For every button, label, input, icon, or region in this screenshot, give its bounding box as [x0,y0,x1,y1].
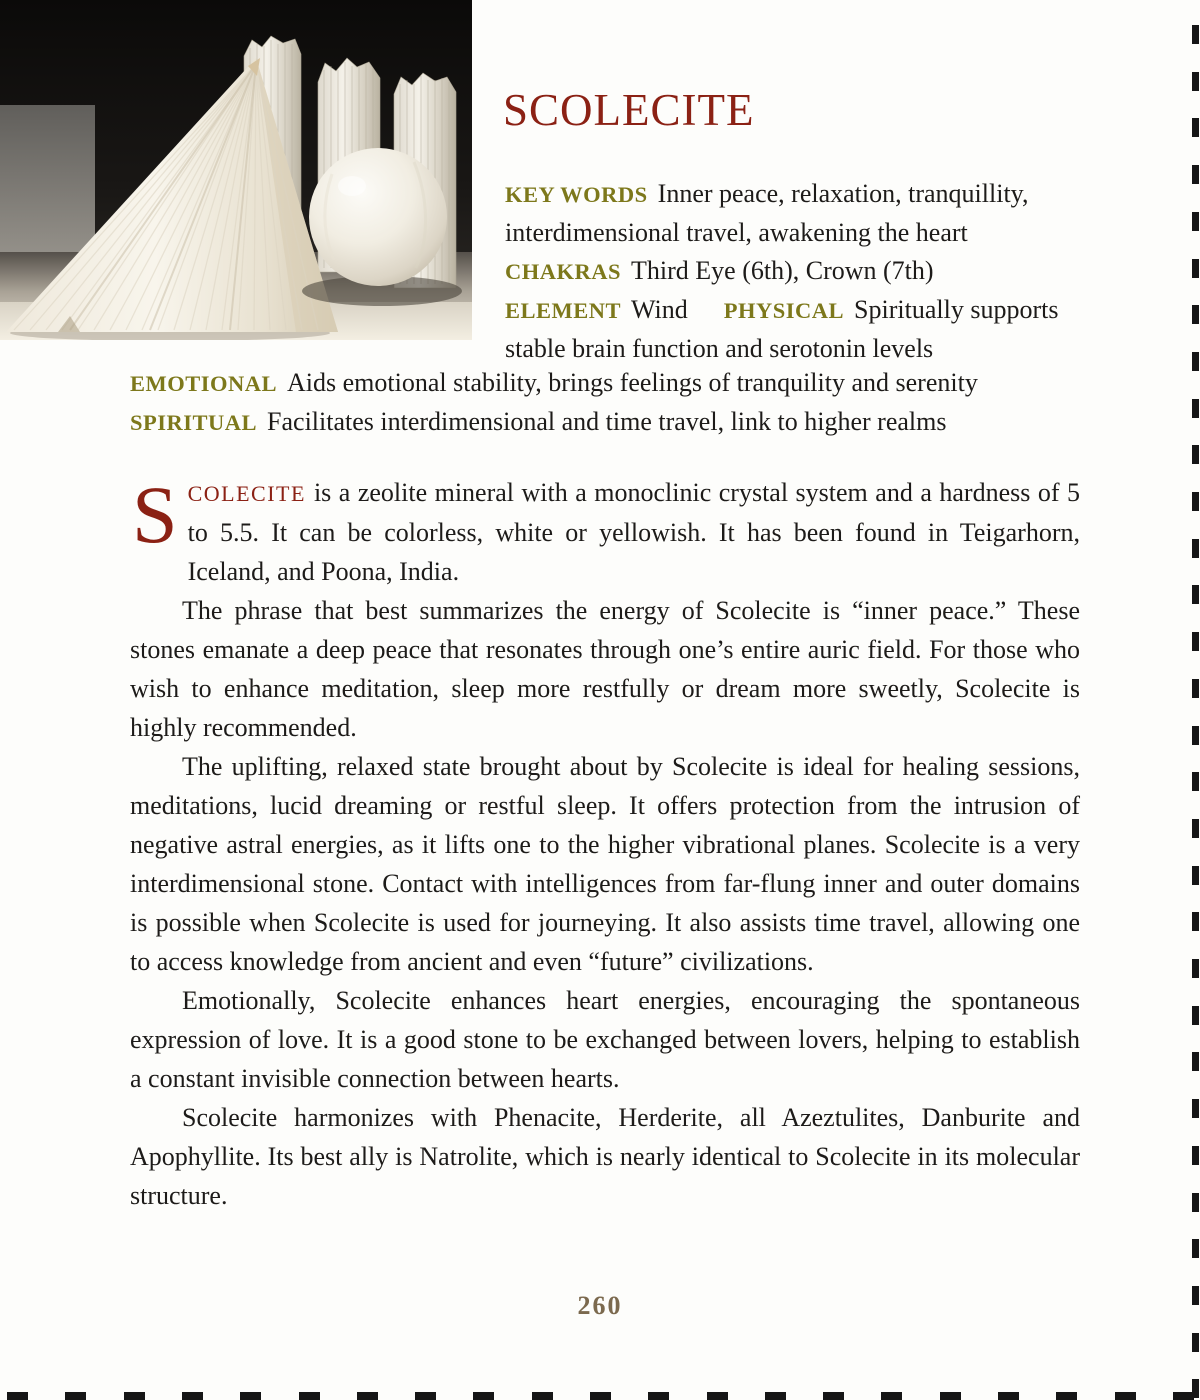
key-words-label: KEY WORDS [505,182,648,207]
scolecite-photo [0,0,472,340]
spiritual-text: Facilitates interdimensional and time travel, link to higher realms [267,407,947,436]
paragraph-text: The phrase that best summarizes the energy of Scolecite is “inner peace.” These stones emanate a deep peace that resonates through one’s entire auric field. For those who wish to enhance meditation, sleep more restfully or dream more sweetly, Scolecite is highly recommended. [130,596,1080,742]
properties-block [505,175,1083,368]
chakras-text: Third Eye (6th), Crown (7th) [631,256,934,285]
edge-tick-bottom [65,1392,86,1400]
edge-tick-right [1192,912,1199,931]
edge-tick-bottom [648,1392,669,1400]
edge-tick-bottom [7,1392,28,1400]
edge-tick-right [1192,259,1199,278]
edge-tick-bottom [998,1392,1019,1400]
page-title: SCOLECITE [503,85,755,135]
edge-tick-right [1192,212,1199,231]
edge-tick-right [1192,399,1199,418]
page-number: 260 [577,1291,623,1320]
edge-tick-right [1192,1239,1199,1258]
paragraph-text: The uplifting, relaxed state brought about by Scolecite is ideal for healing sessions, meditations, lucid dreaming or restful sleep. It offers protection from the intrusion of negative astral energies, as it lifts one to the higher vibrational planes. Scolecite is a very interdimensional stone. Contact with intelligences from far-flung inner and outer domains is possible when Scolecite is used for journeying. It also assists time travel, allowing one to access knowledge from ancient and even “future” civilizations. [130,752,1080,976]
emotional-text: Aids emotional stability, brings feelings of tranquility and serenity [287,368,978,397]
key-words-entry [505,175,1083,252]
edge-tick-bottom [707,1392,728,1400]
edge-tick-bottom [299,1392,320,1400]
edge-tick-bottom [532,1392,553,1400]
edge-tick-right [1192,305,1199,324]
paragraph-emotional [130,981,1080,1098]
paragraph-text: is a zeolite mineral with a monoclinic crystal system and a hardness of 5 to 5.5. It can be colorless, white or yellowish. It has been found in Teigarhorn, Iceland, and Poona, India. [187,478,1080,586]
chakras-entry [505,252,1083,291]
edge-tick-bottom [881,1392,902,1400]
edge-tick-right [1192,726,1199,745]
edge-tick-right [1192,585,1199,604]
emotional-entry [130,364,1110,403]
edge-tick-right [1192,1052,1199,1071]
edge-tick-right [1192,25,1199,44]
properties-full-width [130,364,1110,442]
paragraph-harmonizes [130,1098,1080,1215]
edge-tick-right [1192,118,1199,137]
edge-tick-bottom [1173,1392,1194,1400]
edge-tick-right [1192,1286,1199,1305]
physical-text: Spiritually supports stable brain function and serotonin levels [505,295,1059,363]
paragraph-inner-peace [130,591,1080,747]
edge-tick-bottom [124,1392,145,1400]
edge-tick-right [1192,1006,1199,1025]
edge-tick-right [1192,959,1199,978]
drop-cap: S [132,469,178,560]
edge-tick-right [1192,772,1199,791]
edge-tick-right [1192,1193,1199,1212]
paragraph-text: Emotionally, Scolecite enhances heart energies, encouraging the spontaneous expression of love. It is a good stone to be exchanged between lovers, helping to establish a constant invisible connection between hearts. [130,986,1080,1093]
edge-tick-right [1192,866,1199,885]
edge-tick-right [1192,445,1199,464]
edge-tick-bottom [415,1392,436,1400]
chakras-label: CHAKRAS [505,259,622,284]
key-words-text: Inner peace, relaxation, tranquillity, interdimensional travel, awakening the heart [505,179,1029,247]
sphere-crystal [309,148,447,286]
element-label: ELEMENT [505,298,622,323]
emotional-label: EMOTIONAL [130,371,278,396]
edge-tick-bottom [765,1392,786,1400]
physical-label: PHYSICAL [723,298,845,323]
edge-tick-bottom [182,1392,203,1400]
article-body [130,469,1080,1215]
edge-tick-right [1192,1333,1199,1352]
edge-tick-bottom [823,1392,844,1400]
edge-tick-bottom [240,1392,261,1400]
edge-tick-right [1192,1146,1199,1165]
spiritual-label: SPIRITUAL [130,410,258,435]
edge-tick-right [1192,632,1199,651]
edge-tick-bottom [590,1392,611,1400]
edge-tick-right [1192,352,1199,371]
edge-tick-bottom [357,1392,378,1400]
paragraph-uplifting [130,747,1080,981]
element-physical-entry [505,291,1083,368]
edge-tick-bottom [1056,1392,1077,1400]
paragraph-intro [130,469,1080,591]
edge-tick-right [1192,165,1199,184]
spiritual-entry [130,403,1110,442]
edge-tick-right [1192,72,1199,91]
paragraph-text: Scolecite harmonizes with Phenacite, Herderite, all Azeztulites, Danburite and Apophyllite. Its best ally is Natrolite, which is nearly identical to Scolecite in its molecular structure. [130,1103,1080,1210]
edge-tick-bottom [940,1392,961,1400]
edge-tick-right [1192,1099,1199,1118]
edge-tick-right [1192,539,1199,558]
edge-tick-right [1192,679,1199,698]
element-text: Wind [631,295,688,324]
edge-tick-right [1192,819,1199,838]
edge-tick-right [1192,492,1199,511]
edge-tick-bottom [1115,1392,1136,1400]
lead-word: COLECITE [187,481,306,506]
edge-tick-bottom [473,1392,494,1400]
